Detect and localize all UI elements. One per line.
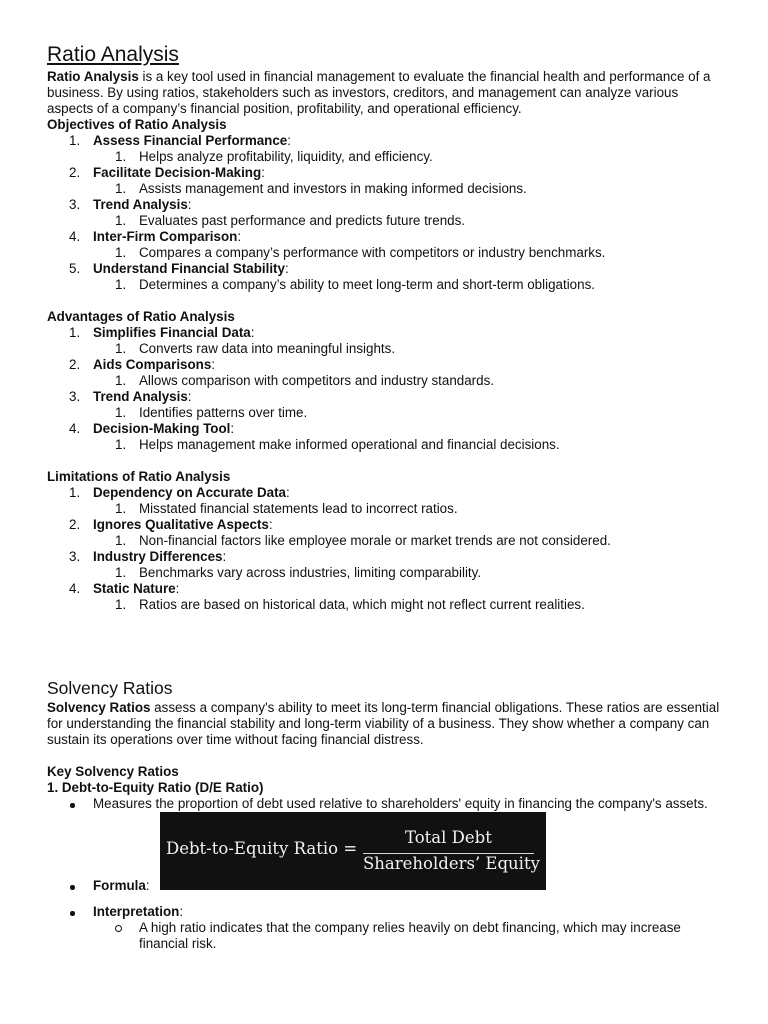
formula-row (47, 812, 727, 894)
limitations-item: 2. Ignores Qualitative Aspects: 1. Non-financial factors like employee morale or market trends are not considered. (47, 517, 727, 549)
objectives-item: 2. Facilitate Decision-Making: 1. Assists management and investors in making informed decisions. (47, 165, 727, 197)
sub-item (93, 149, 727, 165)
advantages-item: 3. Trend Analysis: 1. Identifies patterns over time. (47, 389, 727, 421)
sub-item (93, 245, 727, 261)
circle-bullet-icon (115, 925, 122, 932)
sub-list (93, 213, 727, 229)
item-number: 3. (69, 549, 81, 564)
sub-item (93, 213, 727, 229)
limitations-item: 1. Dependency on Accurate Data: 1. Misstated financial statements lead to incorrect ratios. (47, 485, 727, 517)
item-title: Understand Financial Stability (93, 261, 285, 276)
sub-item (93, 373, 727, 389)
interpretation-label: Interpretation (93, 904, 180, 919)
item-title: Trend Analysis (93, 389, 188, 404)
measure-text: Measures the proportion of debt used relative to shareholders' equity in financing the company's assets. (93, 796, 708, 811)
limitations-item: 3. Industry Differences: 1. Benchmarks vary across industries, limiting comparability. (47, 549, 727, 581)
sub-item-text: Helps management make informed operational and financial decisions. (139, 437, 560, 452)
sub-list (93, 597, 727, 613)
sub-list (93, 501, 727, 517)
de-ratio-list (47, 796, 727, 812)
advantages-list (47, 325, 727, 453)
sub-item (93, 437, 727, 453)
item-number: 3. (69, 389, 81, 404)
limitations-heading: Limitations of Ratio Analysis (47, 469, 231, 484)
sub-item (93, 533, 727, 549)
sub-list (93, 373, 727, 389)
sub-list (93, 341, 727, 357)
limitations-item: 4. Static Nature: 1. Ratios are based on historical data, which might not reflect current realities. (47, 581, 727, 613)
solvency-term: Solvency Ratios (47, 700, 151, 715)
item-title: Simplifies Financial Data (93, 325, 251, 340)
item-title: Dependency on Accurate Data (93, 485, 286, 500)
formula-label: Formula (93, 878, 146, 893)
item-title: Static Nature (93, 581, 176, 596)
sub-item-number: 1. (115, 501, 127, 516)
sub-item-text: Non-financial factors like employee morale or market trends are not considered. (139, 533, 611, 548)
objectives-item: 1. Assess Financial Performance: 1. Helps analyze profitability, liquidity, and efficiency. (47, 133, 727, 165)
solvency-title: Solvency Ratios (47, 678, 173, 698)
sub-item (93, 277, 727, 293)
sub-item (93, 341, 727, 357)
advantages-item: 1. Simplifies Financial Data: 1. Converts raw data into meaningful insights. (47, 325, 727, 357)
sub-item-number: 1. (115, 405, 127, 420)
objectives-heading: Objectives of Ratio Analysis (47, 117, 227, 132)
sub-item-number: 1. (115, 565, 127, 580)
item-number: 1. (69, 133, 81, 148)
objectives-list (47, 133, 727, 293)
item-title: Industry Differences (93, 549, 223, 564)
advantages-item: 2. Aids Comparisons: 1. Allows comparison with competitors and industry standards. (47, 357, 727, 389)
solvency-text: assess a company's ability to meet its long-term financial obligations. These ratios are essential for understanding the financial stability and long-term viability of a business. They show whether a company can sustain its operations over time without facing financial distress. (47, 700, 720, 747)
sub-item-number: 1. (115, 245, 127, 260)
sub-item (93, 565, 727, 581)
sub-item-text: Compares a company’s performance with competitors or industry benchmarks. (139, 245, 606, 260)
solvency-paragraph (47, 700, 727, 748)
sub-list (93, 181, 727, 197)
sub-item (93, 181, 727, 197)
list-item: Interpretation: A high ratio indicates that the company relies heavily on debt financing, which may increase financial risk. (47, 904, 727, 952)
formula-denominator: Shareholders’ Equity (363, 854, 540, 873)
sub-item-number: 1. (115, 181, 127, 196)
list-item (93, 920, 727, 952)
limitations-list (47, 485, 727, 613)
item-title: Aids Comparisons (93, 357, 212, 372)
intro-paragraph (47, 69, 727, 117)
sub-item (93, 597, 727, 613)
sub-list (93, 277, 727, 293)
sub-item-text: Ratios are based on historical data, which might not reflect current realities. (139, 597, 585, 612)
intro-text: is a key tool used in financial management to evaluate the financial health and performance of a business. By using ratios, stakeholders such as investors, creditors, and management can analyze various aspects of a company’s financial position, profitability, and operational efficiency. (47, 69, 711, 116)
document-page (47, 42, 727, 952)
sub-item-text: Assists management and investors in making informed decisions. (139, 181, 527, 196)
item-title: Decision-Making Tool (93, 421, 231, 436)
item-title: Assess Financial Performance (93, 133, 288, 148)
key-solvency-heading: Key Solvency Ratios (47, 764, 179, 779)
sub-item-text: Helps analyze profitability, liquidity, and efficiency. (139, 149, 433, 164)
item-title: Trend Analysis (93, 197, 188, 212)
formula-image (160, 812, 546, 890)
sub-item (93, 405, 727, 421)
sub-item-text: Benchmarks vary across industries, limiting comparability. (139, 565, 482, 580)
interpretation-sublist (93, 920, 727, 952)
sub-item-text: Identifies patterns over time. (139, 405, 308, 420)
sub-item-number: 1. (115, 373, 127, 388)
sub-item-number: 1. (115, 277, 127, 292)
sub-item-number: 1. (115, 533, 127, 548)
page-title: Ratio Analysis (47, 43, 179, 66)
list-item (47, 796, 727, 812)
intro-term: Ratio Analysis (47, 69, 139, 84)
item-number: 2. (69, 517, 81, 532)
bullet-icon (70, 803, 75, 808)
item-number: 2. (69, 357, 81, 372)
sub-list (93, 533, 727, 549)
sub-item (93, 501, 727, 517)
item-number: 3. (69, 197, 81, 212)
item-number: 1. (69, 485, 81, 500)
advantages-item: 4. Decision-Making Tool: 1. Helps management make informed operational and financial decisions. (47, 421, 727, 453)
item-number: 1. (69, 325, 81, 340)
bullet-icon (70, 911, 75, 916)
formula-lhs: Debt-to-Equity Ratio = (166, 839, 358, 858)
sub-item-number: 1. (115, 597, 127, 612)
interpretation-list (47, 904, 727, 952)
sub-item-number: 1. (115, 437, 127, 452)
sub-item-text: Misstated financial statements lead to incorrect ratios. (139, 501, 458, 516)
sub-list (93, 565, 727, 581)
sub-item-number: 1. (115, 213, 127, 228)
sub-item-text: Determines a company’s ability to meet long-term and short-term obligations. (139, 277, 595, 292)
objectives-item: 4. Inter-Firm Comparison: 1. Compares a company’s performance with competitors or industry benchmarks. (47, 229, 727, 261)
item-number: 5. (69, 261, 81, 276)
interpretation-text: A high ratio indicates that the company relies heavily on debt financing, which may increase financial risk. (139, 920, 681, 951)
item-title: Ignores Qualitative Aspects (93, 517, 269, 532)
objectives-item: 5. Understand Financial Stability: 1. Determines a company’s ability to meet long-term and short-term obligations. (47, 261, 727, 293)
sub-item-text: Converts raw data into meaningful insights. (139, 341, 396, 356)
formula-label-line: Formula: (93, 878, 150, 893)
item-title: Facilitate Decision-Making (93, 165, 262, 180)
sub-list (93, 245, 727, 261)
objectives-item: 3. Trend Analysis: 1. Evaluates past performance and predicts future trends. (47, 197, 727, 229)
bullet-icon (70, 885, 75, 890)
sub-item-text: Allows comparison with competitors and industry standards. (139, 373, 495, 388)
item-number: 4. (69, 229, 81, 244)
sub-list (93, 405, 727, 421)
formula-numerator: Total Debt (405, 828, 492, 847)
sub-list (93, 149, 727, 165)
sub-list (93, 437, 727, 453)
sub-item-text: Evaluates past performance and predicts future trends. (139, 213, 466, 228)
sub-item-number: 1. (115, 341, 127, 356)
advantages-heading: Advantages of Ratio Analysis (47, 309, 235, 324)
item-number: 4. (69, 421, 81, 436)
de-ratio-heading: 1. Debt-to-Equity Ratio (D/E Ratio) (47, 780, 264, 795)
item-title: Inter-Firm Comparison (93, 229, 238, 244)
item-number: 2. (69, 165, 81, 180)
item-number: 4. (69, 581, 81, 596)
sub-item-number: 1. (115, 149, 127, 164)
